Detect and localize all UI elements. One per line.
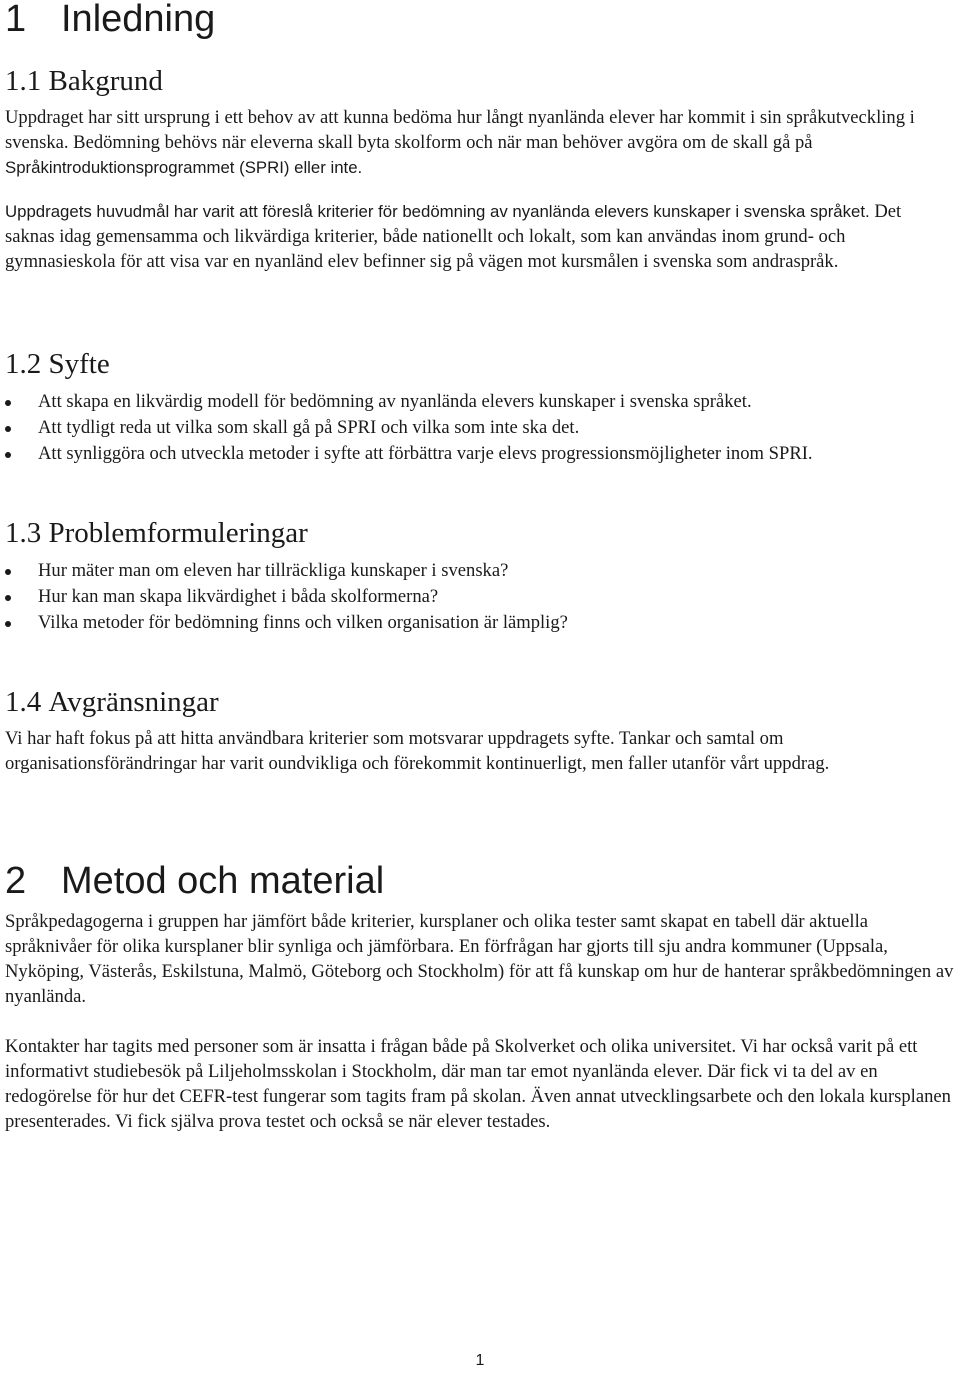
paragraph-text: Uppdraget har sitt ursprung i ett behov av att kunna bedöma hur långt nyanlända elever har kommit i sin språkutveckling i svenska. Bedömning behövs när eleverna skall byta skolform och när man behöver avgöra om de skall gå på [5, 107, 915, 153]
chapter-2-heading [5, 862, 384, 900]
bullet-icon [5, 452, 11, 458]
list-item [5, 558, 955, 584]
paragraph-text-sans: Språkintroduktionsprogrammet (SPRI) eller inte. [5, 158, 363, 177]
metod-paragraph-2 [5, 1034, 955, 1134]
list-item-text: Att skapa en likvärdig modell för bedömning av nyanlända elevers kunskaper i svenska språket. [38, 391, 752, 412]
chapter-number: 1 [5, 0, 27, 40]
bullet-icon [5, 426, 11, 432]
bakgrund-paragraph-2 [5, 199, 955, 274]
paragraph-text: Språkpedagogerna i gruppen har jämfört både kriterier, kursplaner och olika tester samt skapat en tabell där aktuella språknivåer för olika kursplaner blir synliga och jämförbara. En förfrågan har gjorts till sju andra kommuner (Uppsala, Nyköping, Västerås, Eskilstuna, Malmö, Göteborg och Stockholm) för att få kunskap om hur de hanterar språkbedömningen av nyanlända. [5, 911, 954, 1007]
list-item [5, 415, 955, 441]
section-1-2-heading [5, 350, 110, 379]
list-item-text: Att synliggöra och utveckla metoder i syfte att förbättra varje elevs progressionsmöjligheter inom SPRI. [38, 443, 813, 464]
section-number: 1.2 [5, 348, 42, 380]
bullet-icon [5, 569, 11, 575]
section-title: Syfte [48, 348, 110, 380]
paragraph-text: Kontakter har tagits med personer som är insatta i frågan både på Skolverket och olika universitet. Vi har också varit på ett informativt studiebesök på Liljeholmsskolan i Stockholm, där man tar emot nyanlända elever. Där fick vi ta del av en redogörelse för hur det CEFR-test fungerar som tagits fram på skolan. Även annat utvecklingsarbete och den lokala kursplanen presenterades. Vi fick själva prova testet och också se när elever testades. [5, 1036, 951, 1132]
section-title: Problemformuleringar [48, 517, 308, 549]
section-1-4-heading [5, 688, 219, 717]
paragraph-text: Det saknas idag gemensamma och likvärdiga kriterier, både nationellt och lokalt, som kan användas inom grund- och gymnasieskola för att visa var en nyanländ elev befinner sig på vägen mot kursmålen i svenska som andraspråk. [5, 201, 902, 272]
paragraph-text: Vi har haft fokus på att hitta användbara kriterier som motsvarar uppdragets syfte. Tankar och samtal om organisationsförändringar har varit oundvikliga och förekommit kontinuerligt, men faller utanför vårt uppdrag. [5, 728, 830, 774]
bullet-icon [5, 400, 11, 406]
list-item-text: Vilka metoder för bedömning finns och vilken organisation är lämplig? [38, 612, 568, 633]
list-item-text: Hur mäter man om eleven har tillräckliga kunskaper i svenska? [38, 560, 509, 581]
section-number: 1.3 [5, 517, 42, 549]
bullet-icon [5, 595, 11, 601]
bakgrund-paragraph-1 [5, 105, 955, 180]
metod-paragraph-1 [5, 909, 955, 1009]
avgransningar-paragraph [5, 726, 955, 776]
paragraph-text-sans: Uppdragets huvudmål har varit att föreslå kriterier för bedömning av nyanlända elevers kunskaper i svenska språket. [5, 202, 870, 221]
list-item [5, 389, 955, 415]
list-item-text: Att tydligt reda ut vilka som skall gå på SPRI och vilka som inte ska det. [38, 417, 580, 438]
section-1-3-heading [5, 519, 308, 548]
section-title: Avgränsningar [48, 686, 219, 718]
section-title: Bakgrund [48, 65, 163, 97]
list-item [5, 610, 955, 636]
chapter-1-heading [5, 0, 215, 38]
section-1-1-heading [5, 67, 163, 96]
bullet-icon [5, 621, 11, 627]
chapter-number: 2 [5, 860, 27, 902]
syfte-list [5, 389, 955, 467]
chapter-title: Metod och material [61, 860, 385, 902]
page-number: 1 [475, 1352, 485, 1369]
section-number: 1.4 [5, 686, 42, 718]
list-item [5, 441, 955, 467]
chapter-title: Inledning [61, 0, 216, 40]
section-number: 1.1 [5, 65, 42, 97]
list-item [5, 584, 955, 610]
list-item-text: Hur kan man skapa likvärdighet i båda skolformerna? [38, 586, 439, 607]
problemformuleringar-list [5, 558, 955, 636]
